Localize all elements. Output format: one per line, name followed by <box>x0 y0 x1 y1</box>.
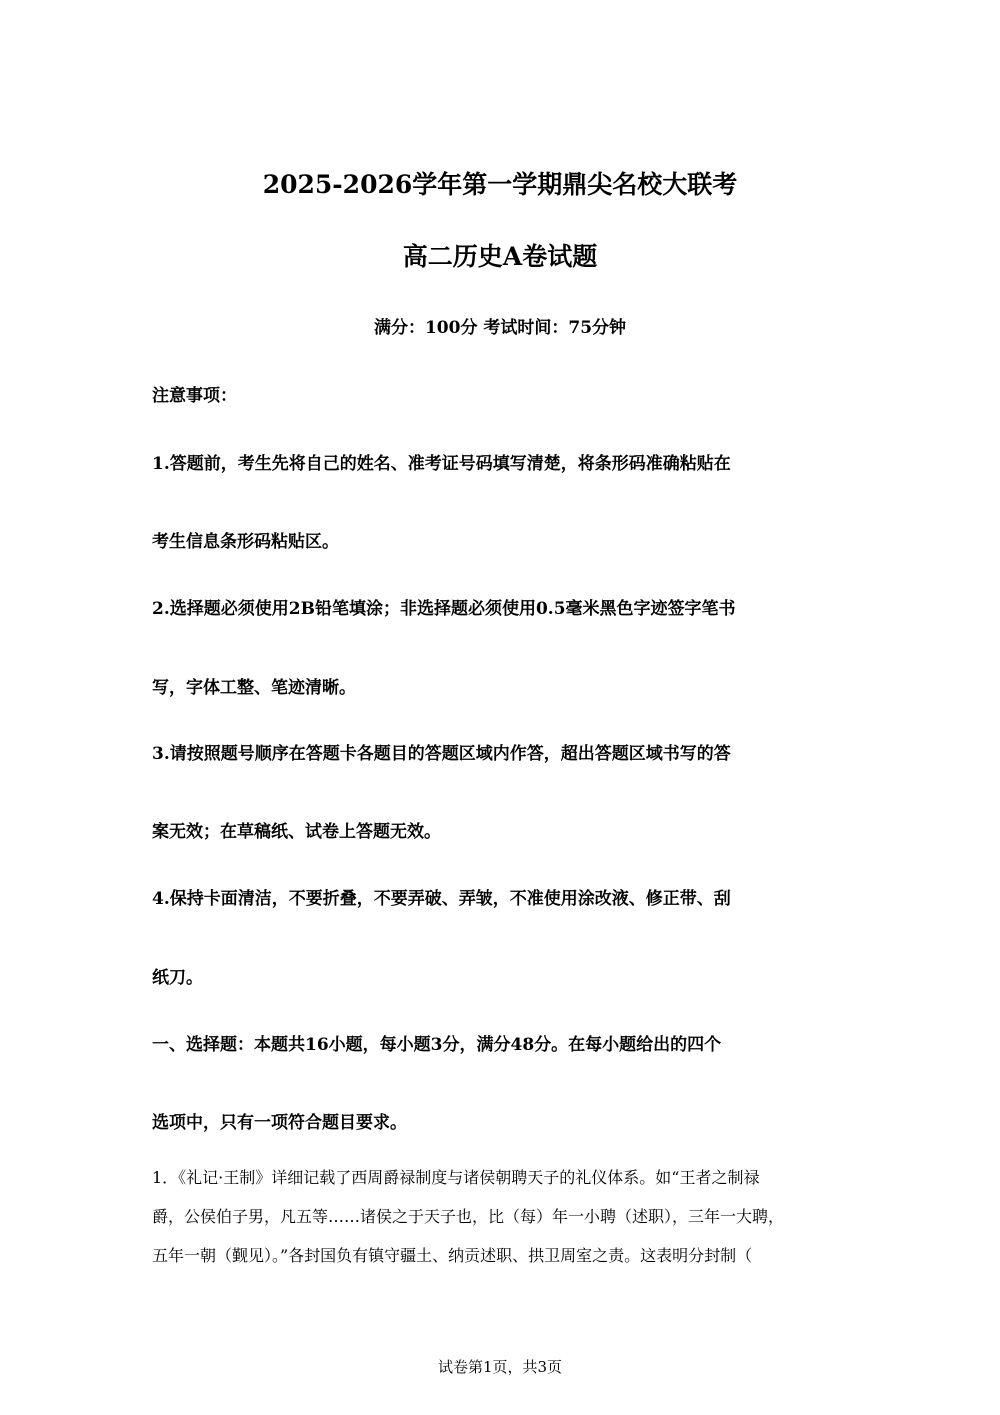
notice-line: 考生信息条形码粘贴区。 <box>152 532 339 552</box>
notice-line: 写，字体工整、笔迹清晰。 <box>152 678 356 698</box>
question-text: 五年一朝（觐见）。”各封国负有镇守疆土、纳贡述职、拱卫周室之责。这表明分封制（ <box>152 1246 753 1265</box>
notice-line: 2.选择题必须使用2B铅笔填涂；非选择题必须使用0.5毫米黑色字迹签字笔书 <box>152 599 736 619</box>
notice-line: 1.答题前，考生先将自己的姓名、准考证号码填写清楚，将条形码准确粘贴在 <box>152 454 731 474</box>
exam-subtitle: 高二历史A卷试题 <box>402 242 598 271</box>
question-text: 爵，公侯伯子男，凡五等……诸侯之于天子也，比（每）年一小聘（述职），三年一大聘， <box>152 1207 785 1226</box>
notice-line: 纸刀。 <box>152 968 203 988</box>
notice-line: 4.保持卡面清洁，不要折叠，不要弄破、弄皱，不准使用涂改液、修正带、刮 <box>152 889 731 909</box>
notice-heading: 注意事项： <box>152 386 237 406</box>
notice-line: 3.请按照题号顺序在答题卡各题目的答题区域内作答，超出答题区域书写的答 <box>152 744 731 764</box>
page-number: 试卷第1页，共3页 <box>437 1358 563 1376</box>
exam-title: 2025-2026学年第一学期鼎尖名校大联考 <box>262 170 738 199</box>
section-heading: 选项中，只有一项符合题目要求。 <box>152 1113 407 1133</box>
notice-line: 案无效；在草稿纸、试卷上答题无效。 <box>152 822 441 842</box>
section-heading: 一、选择题：本题共16小题，每小题3分，满分48分。在每小题给出的四个 <box>152 1035 722 1055</box>
score-and-time: 满分：100分 考试时间：75分钟 <box>373 318 627 338</box>
question-text: 1．《礼记·王制》详细记载了西周爵禄制度与诸侯朝聘天子的礼仪体系。如“王者之制禄 <box>152 1168 760 1187</box>
